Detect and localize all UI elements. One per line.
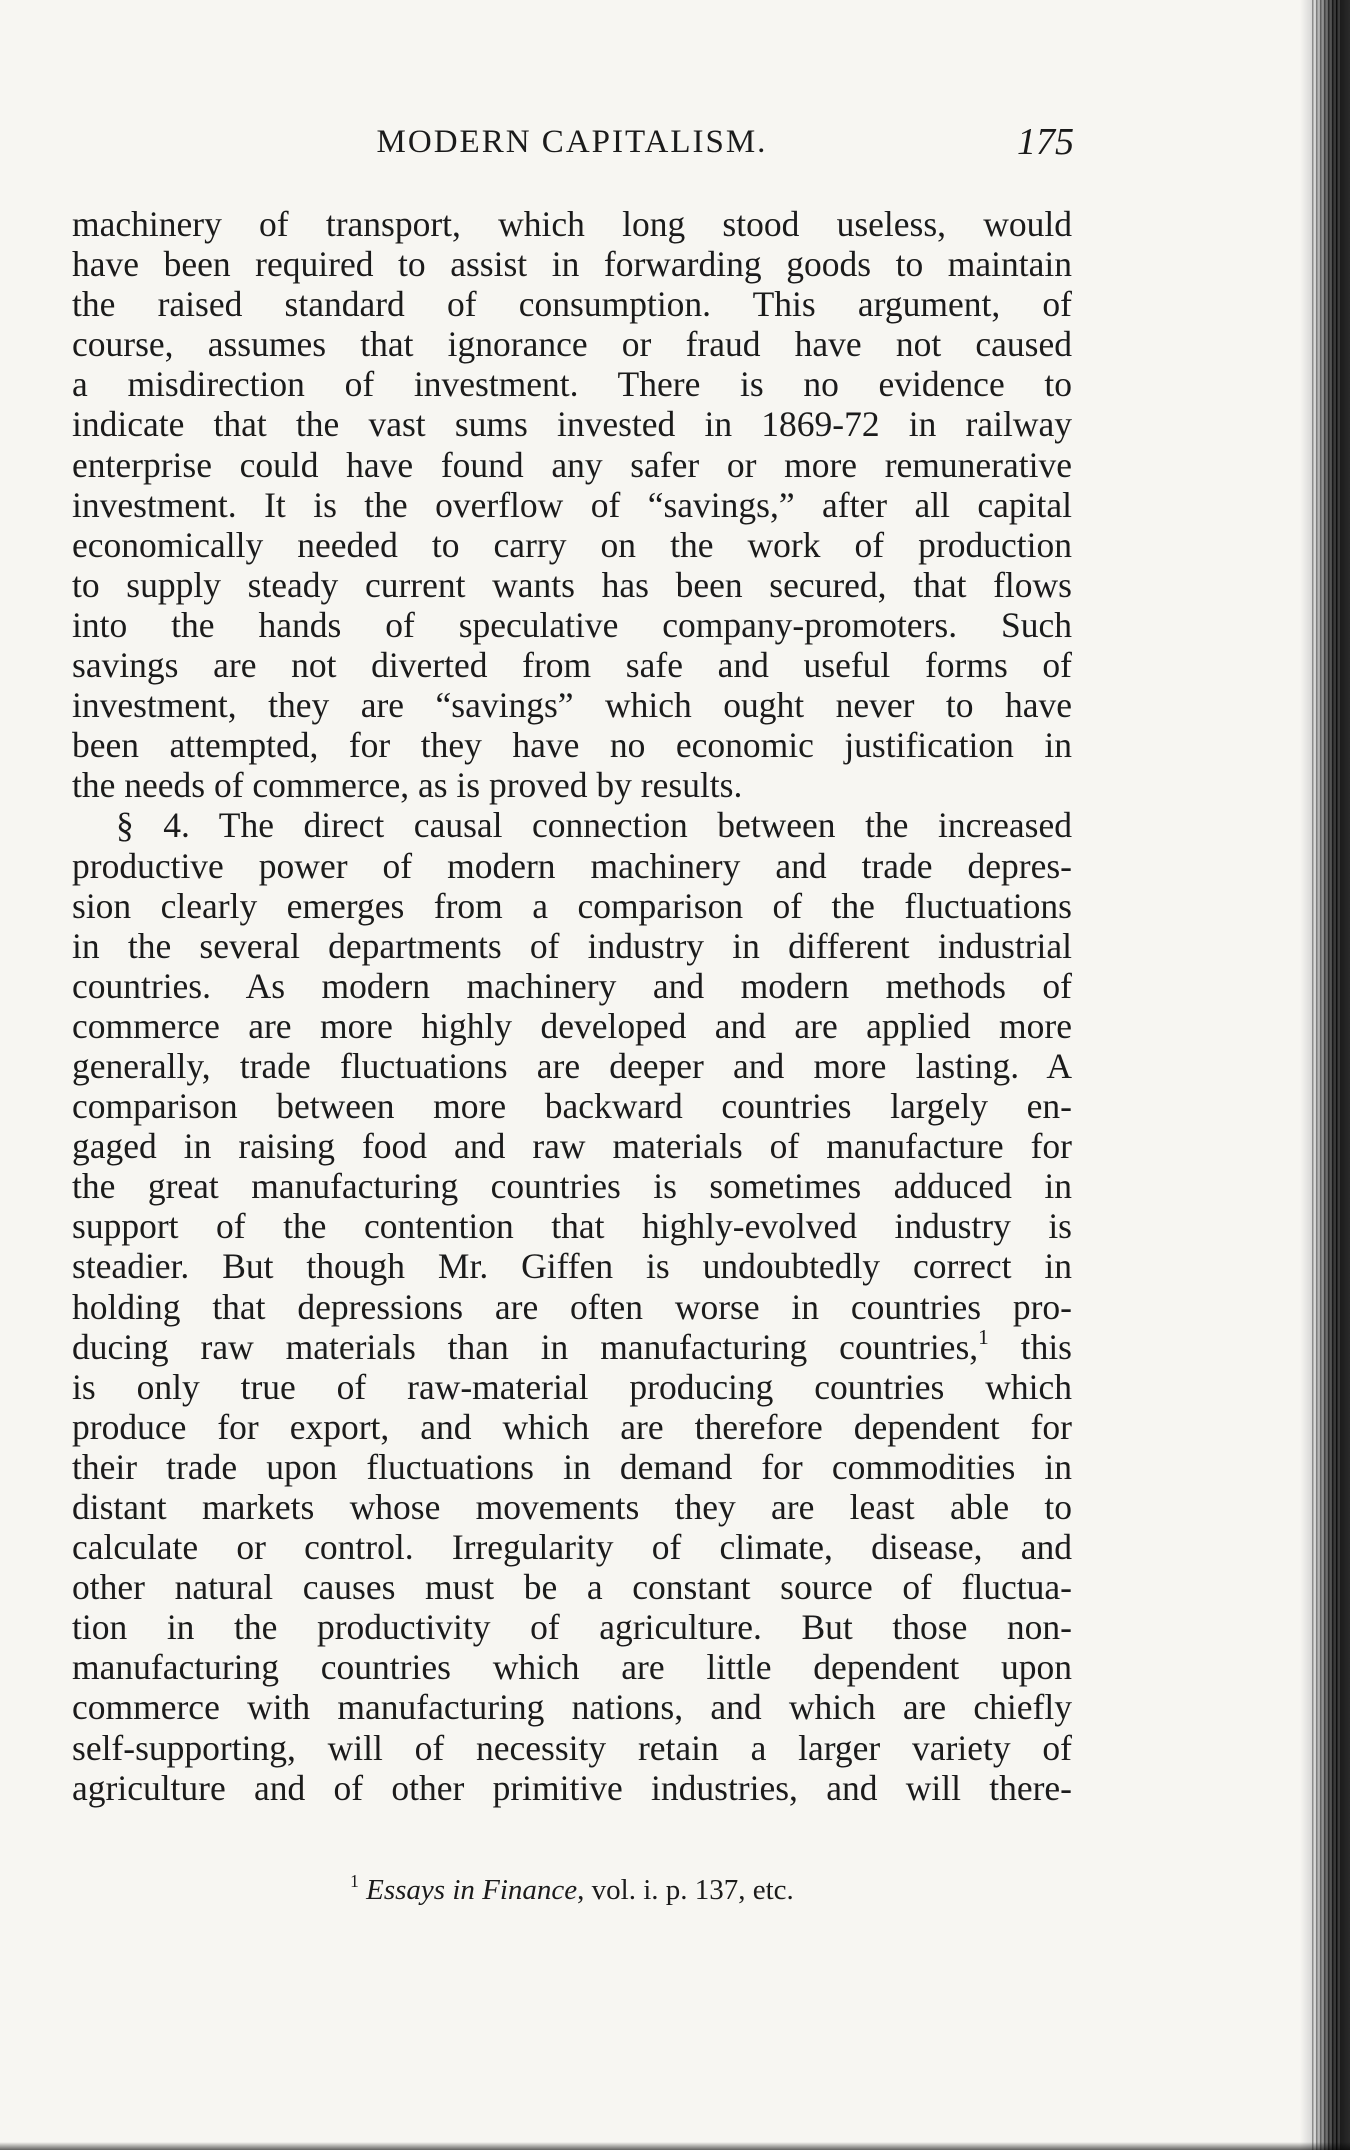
text-line: produce for export, and which are therefore dependent for <box>72 1406 1072 1447</box>
text-line: other natural causes must be a constant source of fluctua- <box>72 1567 1072 1608</box>
text-line: sion clearly emerges from a comparison of the fluctuations <box>72 885 1072 926</box>
text-line: machinery of transport, which long stood useless, would <box>72 204 1072 244</box>
text-line: self-supporting, will of necessity retain a larger variety of <box>72 1727 1072 1768</box>
text-line: have been required to assist in forwarding goods to maintain <box>72 244 1072 285</box>
binding-texture <box>1312 0 1340 2150</box>
text-line: in the several departments of industry in different industrial <box>72 925 1072 966</box>
text-line: enterprise could have found any safer or more remunerative <box>72 444 1072 485</box>
text-line: distant markets whose movements they are least able to <box>72 1487 1072 1527</box>
paragraph-end-line: the needs of commerce, as is proved by results. <box>72 765 743 806</box>
text-line: calculate or control. Irregularity of climate, disease, and <box>72 1527 1072 1568</box>
text-line: investment. It is the overflow of “savings,” after all capital <box>72 484 1072 525</box>
text-line: generally, trade fluctuations are deeper and more lasting. A <box>72 1045 1072 1086</box>
text-line: a misdirection of investment. There is no evidence to <box>72 364 1072 405</box>
footnote-reference[interactable]: 1 <box>978 1326 989 1349</box>
line-text: ducing raw materials than in manufacturing countries, <box>72 1326 979 1367</box>
text-line: been attempted, for they have no economic justification in <box>72 725 1072 766</box>
line-text-tail: this <box>988 1326 1072 1367</box>
text-line: their trade upon fluctuations in demand for commodities in <box>72 1446 1072 1487</box>
text-line: course, assumes that ignorance or fraud have not caused <box>72 324 1072 365</box>
footnote-marker: 1 <box>350 1870 359 1891</box>
running-title: MODERN CAPITALISM. <box>376 124 768 160</box>
text-line: the raised standard of consumption. This argument, of <box>72 284 1072 325</box>
body-text <box>72 204 1072 1808</box>
text-line: is only true of raw-material producing countries which <box>72 1366 1072 1407</box>
footnote <box>72 1870 1072 1907</box>
footnote-citation: , vol. i. p. 137, etc. <box>577 1874 794 1906</box>
text-line: manufacturing countries which are little dependent upon <box>72 1647 1072 1688</box>
text-line: productive power of modern machinery and trade depres- <box>72 845 1072 886</box>
text-line: commerce are more highly developed and are applied more <box>72 1005 1072 1046</box>
text-line: savings are not diverted from safe and useful forms of <box>72 645 1072 686</box>
footnote-book-title: Essays in Finance <box>366 1874 578 1906</box>
text-line: countries. As modern machinery and modern methods of <box>72 965 1072 1006</box>
text-line: steadier. But though Mr. Giffen is undoubtedly correct in <box>72 1246 1072 1287</box>
text-line: into the hands of speculative company-promoters. Such <box>72 604 1072 645</box>
text-line: agriculture and of other primitive industries, and will there- <box>72 1767 1072 1808</box>
text-line: tion in the productivity of agriculture. But those non- <box>72 1607 1072 1648</box>
text-line: investment, they are “savings” which ought never to have <box>72 685 1072 726</box>
text-line: support of the contention that highly-evolved industry is <box>72 1206 1072 1247</box>
text-line: indicate that the vast sums invested in 1869-72 in railway <box>72 404 1072 445</box>
text-line: gaged in raising food and raw materials of manufacture for <box>72 1126 1072 1167</box>
text-line: to supply steady current wants has been secured, that flows <box>72 564 1072 605</box>
page-number: 175 <box>1017 121 1074 163</box>
text-line: holding that depressions are often worse in countries pro- <box>72 1286 1072 1327</box>
text-line: comparison between more backward countries largely en- <box>72 1086 1072 1127</box>
text-line-with-footnote-ref <box>72 1327 1072 1367</box>
text-line: economically needed to carry on the work of production <box>72 524 1072 565</box>
running-head <box>72 121 1074 168</box>
page-bottom-shadow <box>0 2142 1350 2150</box>
text-line: commerce with manufacturing nations, and which are chiefly <box>72 1687 1072 1728</box>
text-line: the great manufacturing countries is sometimes adduced in <box>72 1166 1072 1207</box>
section-4-first-line: § 4. The direct causal connection between the increased <box>116 805 1072 846</box>
